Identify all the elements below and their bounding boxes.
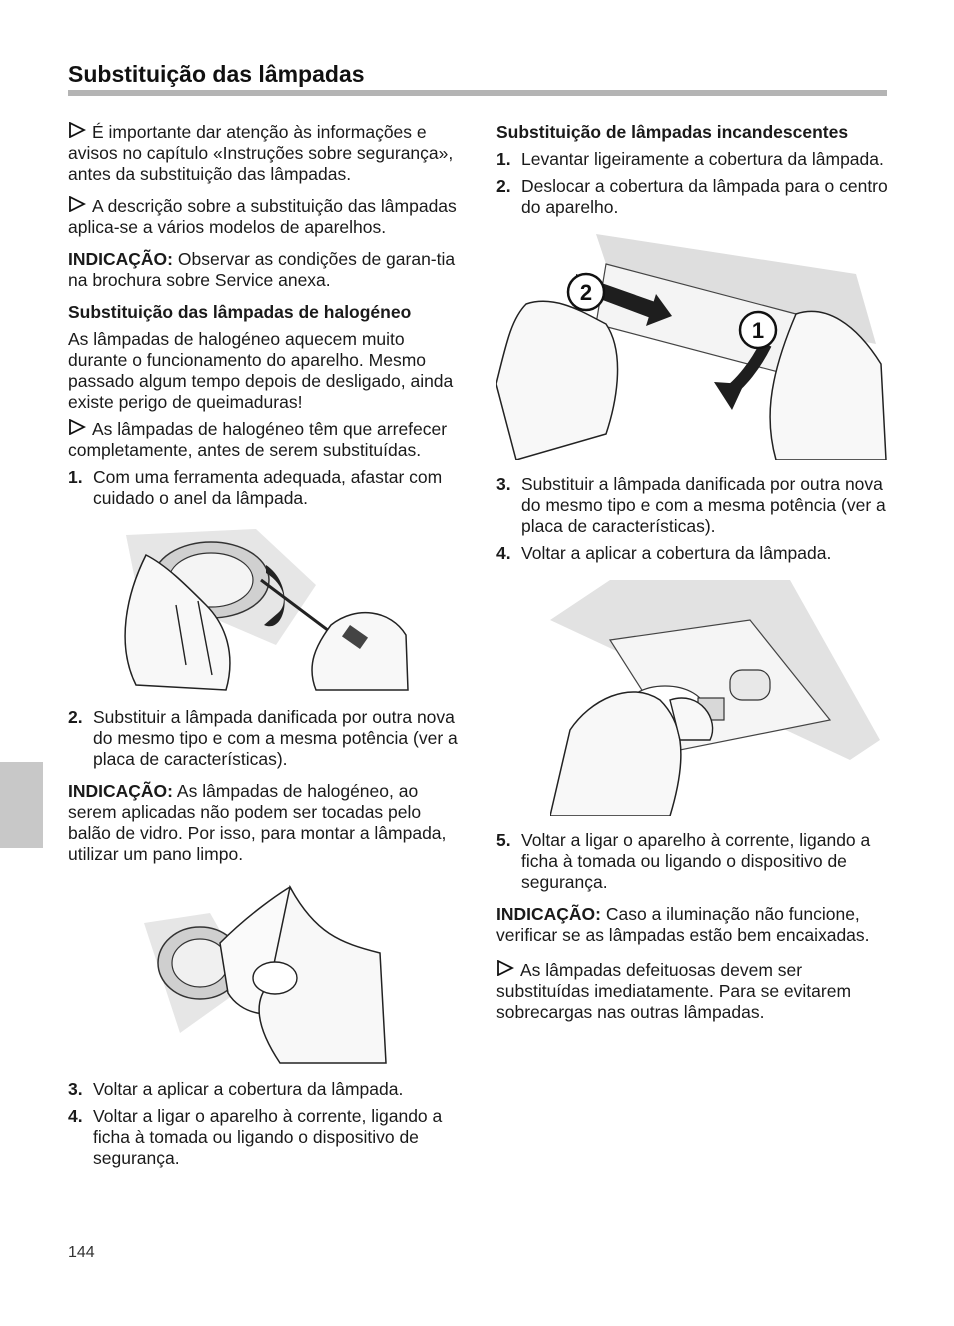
halogen-cool-note-text: As lâmpadas de halogéneo têm que arrefecer completamente, antes de serem substituídas. xyxy=(68,419,448,460)
step-text: Deslocar a cobertura da lâmpada para o centro do aparelho. xyxy=(521,176,888,217)
incandescent-steps-a xyxy=(496,149,888,218)
step-number: 3. xyxy=(68,1079,83,1099)
list-item xyxy=(496,474,888,537)
lamp-cover-slide-illustration xyxy=(496,234,888,460)
incandescent-bulb-install-illustration xyxy=(550,580,890,816)
list-item xyxy=(496,149,888,170)
halogen-steps-a xyxy=(68,467,460,509)
page-number: 144 xyxy=(68,1244,95,1261)
halogen-ring-removal-illustration xyxy=(116,525,416,693)
halogen-intro: As lâmpadas de halogéneo aquecem muito durante o funcionamento do aparelho. Mesmo passado algum tempo depois de desligado, ainda existe perigo de queimaduras! xyxy=(68,329,454,412)
indication-label: INDICAÇÃO: xyxy=(496,904,601,924)
step-text: Substituir a lâmpada danificada por outra nova do mesmo tipo e com a mesma potência (ver a placa de características). xyxy=(521,474,886,536)
incandescent-steps-b xyxy=(496,474,888,564)
incandescent-steps-c xyxy=(496,830,888,893)
list-item xyxy=(496,830,888,893)
indication-label: INDICAÇÃO: xyxy=(68,781,173,801)
defective-lamps-note-text: As lâmpadas defeituosas devem ser substituídas imediatamente. Para se evitarem sobrecargas nas outras lâmpadas. xyxy=(496,960,852,1022)
glass-indication xyxy=(68,781,460,865)
lighting-indication xyxy=(496,904,888,946)
right-column xyxy=(496,122,888,1034)
defective-lamps-note xyxy=(496,960,888,1023)
step-number: 4. xyxy=(496,543,511,563)
indication-text: Observar as condições de garan-tia na brochura sobre Service anexa. xyxy=(68,249,456,290)
safety-note xyxy=(68,122,460,185)
step-text: Voltar a aplicar a cobertura da lâmpada. xyxy=(521,543,832,563)
warning-triangle-icon xyxy=(496,960,514,976)
step-number: 1. xyxy=(68,467,83,487)
step-number: 4. xyxy=(68,1106,83,1126)
step-number: 2. xyxy=(496,176,511,196)
halogen-heading: Substituição das lâmpadas de halogéneo xyxy=(68,302,412,322)
list-item xyxy=(496,176,888,218)
indication-text: Caso a iluminação não funcione, verificar se as lâmpadas estão bem encaixadas. xyxy=(496,904,870,945)
list-item xyxy=(68,1079,460,1100)
title-rule xyxy=(68,90,887,96)
page-title: Substituição das lâmpadas xyxy=(68,61,365,87)
step-number: 1. xyxy=(496,149,511,169)
indication-label: INDICAÇÃO: xyxy=(68,249,173,269)
halogen-steps-b xyxy=(68,707,460,770)
incandescent-heading: Substituição de lâmpadas incandescentes xyxy=(496,122,849,142)
step-number: 5. xyxy=(496,830,511,850)
list-item xyxy=(68,707,460,770)
models-note xyxy=(68,196,460,238)
halogen-bulb-cloth-illustration xyxy=(140,883,390,1065)
step-text: Voltar a ligar o aparelho à corrente, ligando a ficha à tomada ou ligando o dispositivo de segurança. xyxy=(521,830,871,892)
step-text: Levantar ligeiramente a cobertura da lâmpada. xyxy=(521,149,884,169)
indication-text: As lâmpadas de halogéneo, ao serem aplicadas não podem ser tocadas pelo balão de vidro. Por isso, para montar a lâmpada, utilizar um pano limpo. xyxy=(68,781,447,864)
left-column xyxy=(68,122,460,1180)
halogen-steps-c xyxy=(68,1079,460,1169)
step-text: Com uma ferramenta adequada, afastar com cuidado o anel da lâmpada. xyxy=(93,467,443,508)
step-number: 3. xyxy=(496,474,511,494)
figure-label-1: 1 xyxy=(751,318,765,343)
step-number: 2. xyxy=(68,707,83,727)
warning-triangle-icon xyxy=(68,419,86,435)
chapter-side-tab xyxy=(0,762,43,848)
warning-triangle-icon xyxy=(68,196,86,212)
list-item xyxy=(68,467,460,509)
warranty-indication xyxy=(68,249,460,291)
step-text: Substituir a lâmpada danificada por outra nova do mesmo tipo e com a mesma potência (ver a placa de características). xyxy=(93,707,458,769)
list-item xyxy=(68,1106,460,1169)
list-item xyxy=(496,543,888,564)
warning-triangle-icon xyxy=(68,122,86,138)
step-text: Voltar a ligar o aparelho à corrente, ligando a ficha à tomada ou ligando o dispositivo de segurança. xyxy=(93,1106,443,1168)
safety-note-text: É importante dar atenção às informações e avisos no capítulo «Instruções sobre segurança», antes da substituição das lâmpadas. xyxy=(68,122,454,184)
models-note-text: A descrição sobre a substituição das lâmpadas aplica-se a vários modelos de aparelhos. xyxy=(68,196,457,237)
step-text: Voltar a aplicar a cobertura da lâmpada. xyxy=(93,1079,404,1099)
figure-label-2: 2 xyxy=(579,280,593,305)
halogen-cool-note xyxy=(68,419,460,461)
